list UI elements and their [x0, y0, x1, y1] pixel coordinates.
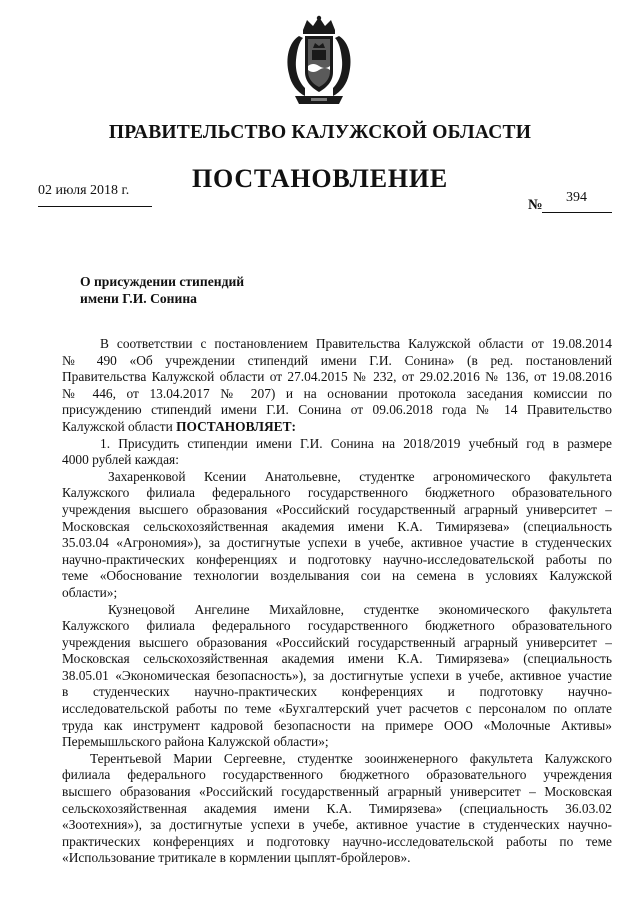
body-line: исследовательской работы по теме «Бухгалтерский учет расчетов с персоналом по оплате: [62, 701, 612, 717]
body-line: филиала федерального государственного бюджетного образовательного учреждения: [62, 767, 612, 783]
number-sign: №: [528, 197, 543, 213]
body-line: учреждения высшего образования «Российский государственный аграрный университет –: [62, 501, 612, 517]
number-underline: [542, 212, 612, 213]
body-line: в студенческих научно-практических конференциях и подготовку научно-: [62, 684, 612, 700]
body-line: области»;: [62, 584, 118, 600]
body-line: № 446, от 13.04.2017 № 207) и на основании протокола заседания комиссии по: [62, 385, 612, 401]
body-line: Правительства Калужской области от 27.04.2015 № 232, от 29.02.2016 № 136, от 19.08.2016: [62, 369, 612, 385]
body-line: «Использование тритикале в кормлении цыплят-бройлеров».: [62, 850, 411, 866]
body-line: 1. Присудить стипендии имени Г.И. Сонина на 2018/2019 учебный год в размере: [100, 435, 612, 451]
document-type: ПОСТАНОВЛЕНИЕ: [191, 164, 449, 193]
body-line: № 490 «Об учреждении стипендий имени Г.И. Сонина» (в ред. постановлений: [62, 352, 612, 368]
document-date: 02 июля 2018 г.: [38, 183, 130, 198]
body-line: Кузнецовой Ангелине Михайловне, студентке экономического факультета: [108, 601, 612, 617]
body-line: «Зоотехния»), за достигнутые успехи в учебе, активное участие в студенческих научно-: [62, 817, 612, 833]
body-line: Перемышльского района Калужской области»;: [62, 734, 329, 750]
body-line: [62, 419, 612, 436]
subject-line: О присуждении стипендий: [80, 274, 245, 289]
body-line: научно-практических конференциях и подготовку научно-исследовательской работы по: [62, 551, 612, 567]
body-line: учреждения высшего образования «Российский государственный аграрный университет –: [62, 634, 612, 650]
body-line: труда как инструмент кадровой безопасности на примере ООО «Молочные Активы»: [62, 717, 612, 733]
body-line: Московская сельскохозяйственная академия имени К.А. Тимирязева» (специальность: [62, 651, 612, 667]
document-body: [62, 336, 612, 867]
body-line: 4000 рублей каждая:: [62, 452, 179, 468]
date-underline: [38, 206, 152, 207]
document-subject: [80, 273, 244, 307]
body-line: Калужского филиала федерального государственного бюджетного образовательного: [62, 618, 612, 634]
kaluga-coat-of-arms-icon: [281, 14, 357, 106]
body-line: 35.03.04 «Агрономия»), за достигнутые успехи в учебе, активное участие в студенческих: [62, 535, 612, 551]
body-line: теме «Обоснование технологии возделывания сои на семена в условиях Калужской: [62, 568, 612, 584]
resolves-keyword: ПОСТАНОВЛЯЕТ:: [176, 418, 296, 434]
body-line: сельскохозяйственная академия имени К.А. Тимирязева» (специальность 36.03.02: [62, 800, 612, 816]
body-line: 38.05.01 «Экономическая безопасность»), за достигнутые успехи в учебе, активное участие: [62, 667, 612, 683]
body-line: Терентьевой Марии Сергеевне, студентке зооинженерного факультета Калужского: [90, 750, 612, 766]
body-line: присуждению стипендий имени Г.И. Сонина от 09.06.2018 года № 14 Правительство: [62, 402, 612, 418]
body-line: практических конференциях и подготовку научно-исследовательской работы по теме: [62, 833, 612, 849]
document-number: 394: [566, 190, 587, 205]
body-text: Калужской области: [62, 418, 173, 434]
body-line: Московская сельскохозяйственная академия имени К.А. Тимирязева» (специальность: [62, 518, 612, 534]
body-line: высшего образования «Российский государственный аграрный университет – Московская: [62, 784, 612, 800]
body-line: Калужского филиала федерального государственного бюджетного образовательного: [62, 485, 612, 501]
subject-line: имени Г.И. Сонина: [80, 291, 197, 306]
body-line: Захаренковой Ксении Анатольевне, студентке агрономического факультета: [108, 468, 612, 484]
organization-title: ПРАВИТЕЛЬСТВО КАЛУЖСКОЙ ОБЛАСТИ: [108, 122, 532, 143]
body-line: В соответствии с постановлением Правительства Калужской области от 19.08.2014: [100, 336, 612, 351]
